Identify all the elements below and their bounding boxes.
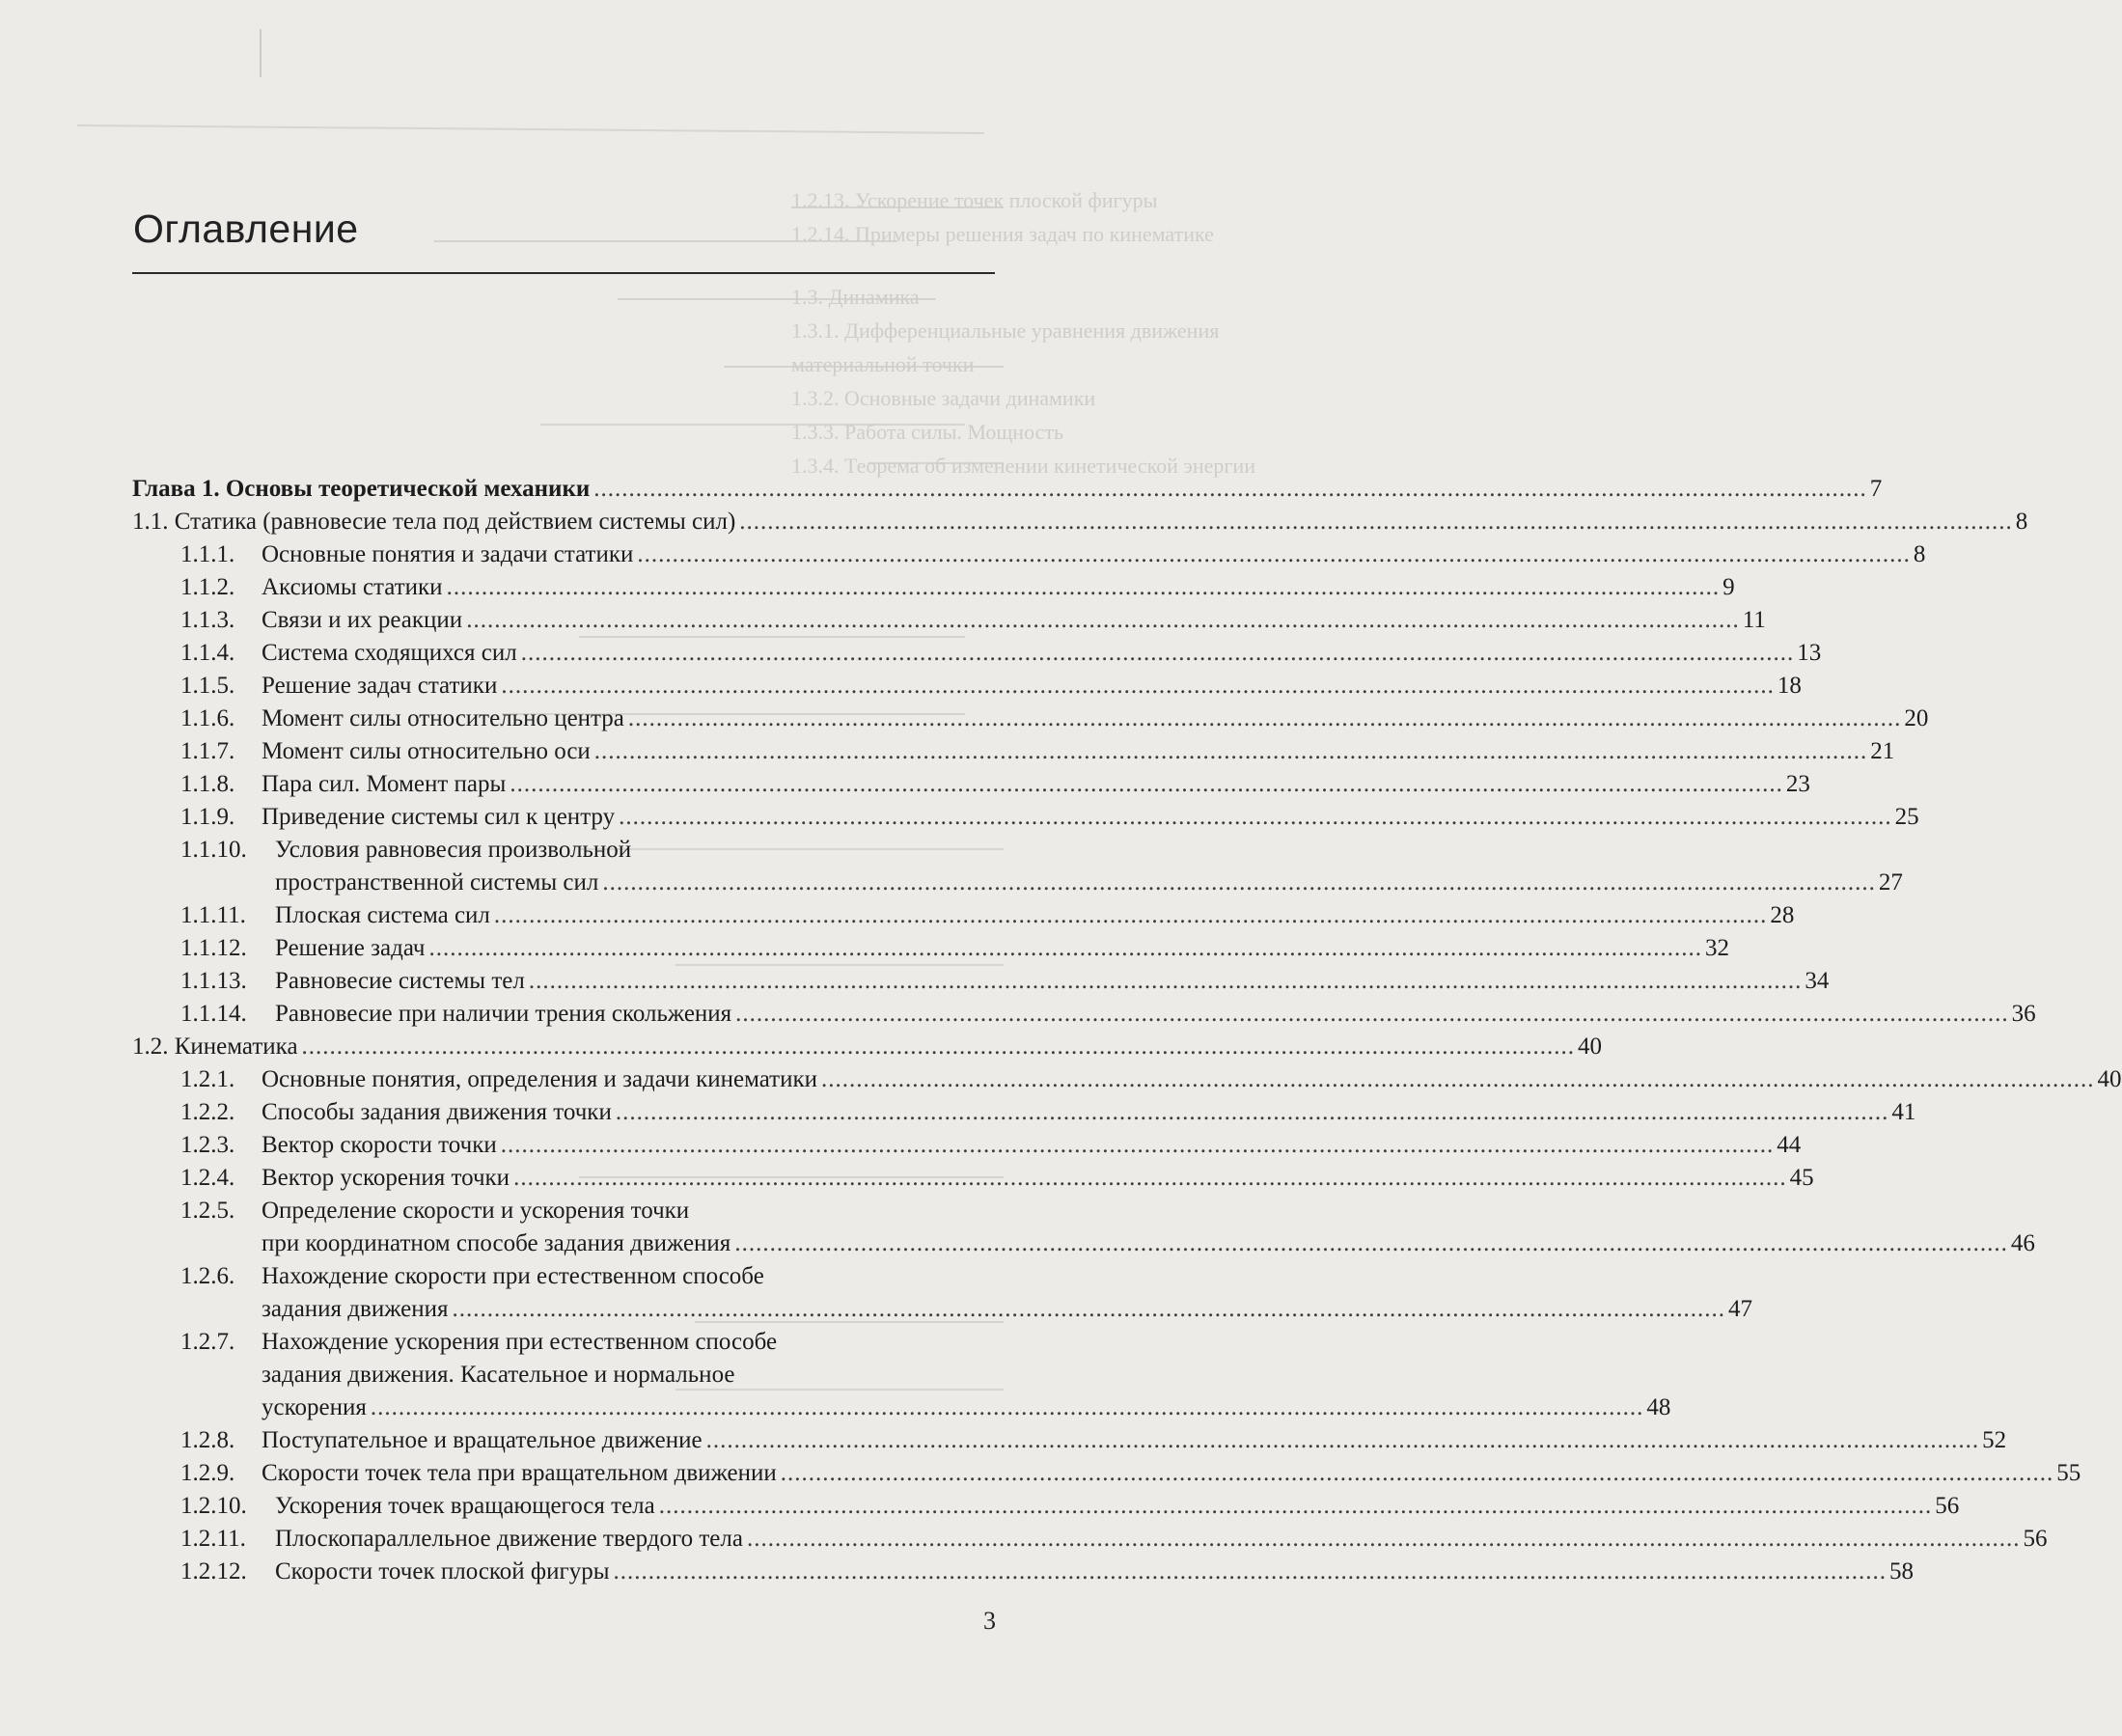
toc-entry-title: Основные понятия, определения и задачи кинематики	[262, 1066, 818, 1092]
toc-entry-title: Момент силы относительно центра	[262, 705, 624, 731]
toc-entry[interactable]	[132, 1063, 2122, 1096]
toc-entry-title: Решение задач	[275, 935, 426, 961]
toc-entry[interactable]	[132, 1129, 1802, 1162]
toc-entry-title: Способы задания движения точки	[262, 1099, 612, 1125]
toc-entry-number: 1.2.8.	[180, 1427, 235, 1453]
toc-leader-dots	[734, 1227, 2008, 1260]
toc-entry-page: 32	[1704, 935, 1729, 961]
toc-entry-page: 18	[1777, 673, 1802, 699]
toc-entry-page: 21	[1870, 738, 1895, 764]
toc-entry-title: Определение скорости и ускорения точки	[262, 1198, 690, 1224]
toc-entry[interactable]	[132, 1424, 2007, 1457]
toc-entry-title-continued: ускорения	[262, 1394, 367, 1420]
toc-entry-page: 36	[2011, 1001, 2036, 1027]
toc-entry-number: 1.2.5.	[180, 1198, 235, 1224]
toc-leader-dots	[659, 1490, 1933, 1523]
toc-entry-page: 45	[1789, 1165, 1814, 1191]
toc-entry-title: Основные понятия и задачи статики	[262, 541, 634, 567]
toc-entry-page: 48	[1646, 1394, 1671, 1420]
toc-entry[interactable]	[132, 703, 1929, 735]
toc-entry-number: 1.2.	[132, 1033, 169, 1060]
toc-leader-dots	[706, 1424, 1980, 1457]
toc-entry-title: Момент силы относительно оси	[262, 738, 591, 764]
toc-entry-title: Условия равновесия произвольной	[275, 837, 632, 863]
toc-entry-page: 52	[1982, 1427, 2007, 1453]
toc-entry[interactable]	[132, 801, 1919, 834]
svg-text:материальной точки: материальной точки	[791, 352, 975, 376]
toc-entry-title-continued: задания движения. Касательное и нормальное	[262, 1362, 735, 1388]
toc-entry[interactable]	[132, 1556, 1915, 1588]
toc-entry-page: 8	[1913, 541, 1926, 567]
toc-entry-title: Плоская система сил	[275, 902, 490, 928]
toc-entry[interactable]	[132, 506, 2028, 538]
toc-entry-title: Связи и их реакции	[262, 607, 463, 633]
toc-entry-number: 1.2.4.	[180, 1165, 235, 1191]
toc-leader-dots	[602, 867, 1876, 899]
toc-entry[interactable]	[132, 998, 2036, 1031]
toc-leader-dots	[616, 1096, 1889, 1129]
toc-entry-page: 40	[1578, 1033, 1603, 1060]
toc-entry-number: 1.1.3.	[180, 607, 235, 633]
toc-entry[interactable]	[132, 1195, 2035, 1260]
svg-text:1.2.14. Примеры решения задач: 1.2.14. Примеры решения задач по кинематике	[791, 222, 1214, 246]
toc-entry-page: 58	[1889, 1558, 1915, 1584]
toc-entry[interactable]	[132, 571, 1735, 604]
toc-entry-title: Вектор скорости точки	[262, 1132, 497, 1158]
toc-entry[interactable]	[132, 899, 1795, 932]
toc-entry[interactable]	[132, 670, 1802, 703]
toc-entry-page: 40	[2097, 1066, 2122, 1092]
toc-entry-title: Поступательное и вращательное движение	[262, 1427, 703, 1453]
toc-entry-number: 1.1.5.	[180, 673, 235, 699]
toc-entry-number: 1.1.14.	[180, 1001, 247, 1027]
toc-leader-dots	[637, 538, 1911, 571]
toc-entry-title: Статика (равновесие тела под действием системы сил)	[174, 509, 736, 535]
toc-entry-number: 1.2.6.	[180, 1263, 235, 1289]
toc-entry[interactable]	[132, 834, 1903, 899]
toc-entry-number: 1.1.12.	[180, 935, 247, 961]
toc-entry-page: 8	[2015, 509, 2028, 535]
toc-leader-dots	[494, 899, 1768, 932]
toc-leader-dots	[453, 1293, 1726, 1326]
toc-leader-dots	[447, 571, 1721, 604]
toc-entry-title: Ускорения точек вращающегося тела	[275, 1493, 655, 1519]
toc-leader-dots	[781, 1457, 2054, 1490]
toc-leader-dots	[739, 506, 2013, 538]
toc-entry-number: 1.1.7.	[180, 738, 235, 764]
toc-entry-title: Приведение системы сил к центру	[262, 804, 616, 830]
toc-entry-number: 1.2.10.	[180, 1493, 247, 1519]
toc-entry[interactable]	[132, 965, 1830, 998]
toc-entry-title: Скорости точек тела при вращательном движении	[262, 1460, 777, 1486]
toc-entry-number: 1.1.8.	[180, 771, 235, 797]
toc-entry-page: 28	[1770, 902, 1795, 928]
toc-entry[interactable]	[132, 1457, 2081, 1490]
toc-entry-page: 44	[1777, 1132, 1802, 1158]
toc-entry-number: 1.2.2.	[180, 1099, 235, 1125]
toc-entry[interactable]	[132, 604, 1766, 637]
toc-entry-number: 1.2.12.	[180, 1558, 247, 1584]
svg-text:1.3. Динамика: 1.3. Динамика	[791, 285, 920, 309]
toc-entry[interactable]	[132, 1490, 1960, 1523]
toc-entry[interactable]	[132, 932, 1729, 965]
toc-leader-dots	[428, 932, 1702, 965]
toc-leader-dots	[821, 1063, 2095, 1096]
svg-text:1.2.13. Ускорение точек плоско: 1.2.13. Ускорение точек плоской фигуры	[791, 188, 1158, 212]
toc-entry-title: Система сходящихся сил	[262, 640, 517, 666]
toc-entry[interactable]	[132, 1096, 1916, 1129]
toc-entry-title: Нахождение скорости при естественном способе	[262, 1263, 764, 1289]
toc-entry-title: Вектор ускорения точки	[262, 1165, 510, 1191]
toc-leader-dots	[594, 735, 1868, 768]
toc-entry[interactable]	[132, 637, 1822, 670]
toc-entry-number: 1.1.6.	[180, 705, 235, 731]
toc-entry-page: 47	[1728, 1296, 1752, 1322]
toc-entry-number: 1.2.11.	[180, 1526, 246, 1552]
toc-entry-title: Решение задач статики	[262, 673, 498, 699]
svg-text:1.3.3. Работа силы. Мощность: 1.3.3. Работа силы. Мощность	[791, 420, 1064, 444]
toc-leader-dots	[628, 703, 1902, 735]
toc-entry-page: 13	[1797, 640, 1822, 666]
toc-entry-page: 27	[1878, 869, 1903, 896]
toc-entry-title: Нахождение ускорения при естественном способе	[262, 1329, 778, 1355]
toc-entry-page: 9	[1722, 574, 1735, 600]
toc-entry[interactable]	[132, 1326, 1671, 1424]
toc-entry-number: 1.1.10.	[180, 837, 247, 863]
toc-entry-number: 1.2.1.	[180, 1066, 235, 1092]
svg-text:1.3.4. Теорема об изменении ки: 1.3.4. Теорема об изменении кинетической энергии	[791, 454, 1255, 478]
toc-entry-page: 34	[1805, 968, 1830, 994]
toc-leader-dots	[510, 768, 1783, 801]
toc-entry-number: 1.1.9.	[180, 804, 235, 830]
toc-entry[interactable]	[132, 768, 1810, 801]
toc-entry-title: Равновесие при наличии трения скольжения	[275, 1001, 732, 1027]
toc-entry-number: 1.2.7.	[180, 1329, 235, 1355]
toc-leader-dots	[371, 1392, 1644, 1424]
toc-leader-dots	[747, 1523, 2021, 1556]
toc-entry-title: Глава 1. Основы теоретической механики	[132, 476, 591, 502]
toc-entry-page: 56	[2023, 1526, 2048, 1552]
toc-entry-title-continued: при координатном способе задания движения	[262, 1230, 731, 1256]
toc-entry[interactable]	[132, 538, 1926, 571]
toc-entry-page: 20	[1904, 705, 1929, 731]
toc-entry-page: 46	[2010, 1230, 2035, 1256]
toc-entry-number: 1.1.	[132, 509, 169, 535]
toc-entry-page: 41	[1891, 1099, 1916, 1125]
toc-entry-page: 25	[1894, 804, 1919, 830]
toc-leader-dots	[501, 670, 1775, 703]
toc-leader-dots	[466, 604, 1740, 637]
toc-entry[interactable]	[132, 1523, 2048, 1556]
toc-leader-dots	[513, 1162, 1787, 1195]
toc-entry-number: 1.1.2.	[180, 574, 235, 600]
toc-entry-number: 1.1.11.	[180, 902, 246, 928]
toc-leader-dots	[529, 965, 1803, 998]
toc-entry-page: 23	[1785, 771, 1810, 797]
toc-entry-number: 1.1.1.	[180, 541, 235, 567]
title-rule	[132, 272, 995, 274]
toc-leader-dots	[302, 1031, 1576, 1063]
toc-leader-dots	[614, 1556, 1888, 1588]
toc-entry-title: Кинематика	[174, 1033, 298, 1060]
svg-text:1.3.2. Основные задачи динамик: 1.3.2. Основные задачи динамики	[791, 386, 1096, 410]
table-of-contents	[132, 473, 2122, 1588]
toc-leader-dots	[619, 801, 1892, 834]
toc-leader-dots	[501, 1129, 1775, 1162]
toc-entry-title: Аксиомы статики	[262, 574, 443, 600]
toc-entry-page: 7	[1869, 476, 1883, 502]
toc-entry-title: Скорости точек плоской фигуры	[275, 1558, 610, 1584]
toc-entry-number: 1.1.4.	[180, 640, 235, 666]
toc-entry[interactable]	[132, 473, 1883, 506]
toc-entry-title-continued: пространственной системы сил	[275, 869, 599, 896]
toc-entry-page: 56	[1935, 1493, 1960, 1519]
toc-entry-title-continued: задания движения	[262, 1296, 449, 1322]
toc-entry-number: 1.2.9.	[180, 1460, 235, 1486]
page-title: Оглавление	[133, 207, 359, 251]
toc-entry-page: 11	[1742, 607, 1766, 633]
toc-entry[interactable]	[132, 1162, 1814, 1195]
toc-leader-dots	[735, 998, 2009, 1031]
svg-text:1.3.1. Дифференциальные уравне: 1.3.1. Дифференциальные уравнения движения	[791, 318, 1220, 343]
toc-leader-dots	[593, 473, 1867, 506]
toc-entry[interactable]	[132, 1260, 1752, 1326]
toc-entry[interactable]	[132, 1031, 1603, 1063]
toc-entry-number: 1.1.13.	[180, 968, 247, 994]
toc-entry-number: 1.2.3.	[180, 1132, 235, 1158]
toc-leader-dots	[521, 637, 1795, 670]
toc-entry-title: Равновесие системы тел	[275, 968, 525, 994]
toc-entry-title: Пара сил. Момент пары	[262, 771, 507, 797]
toc-entry-page: 55	[2056, 1460, 2081, 1486]
toc-entry[interactable]	[132, 735, 1895, 768]
page-number: 3	[983, 1607, 996, 1635]
toc-entry-title: Плоскопараллельное движение твердого тела	[275, 1526, 743, 1552]
